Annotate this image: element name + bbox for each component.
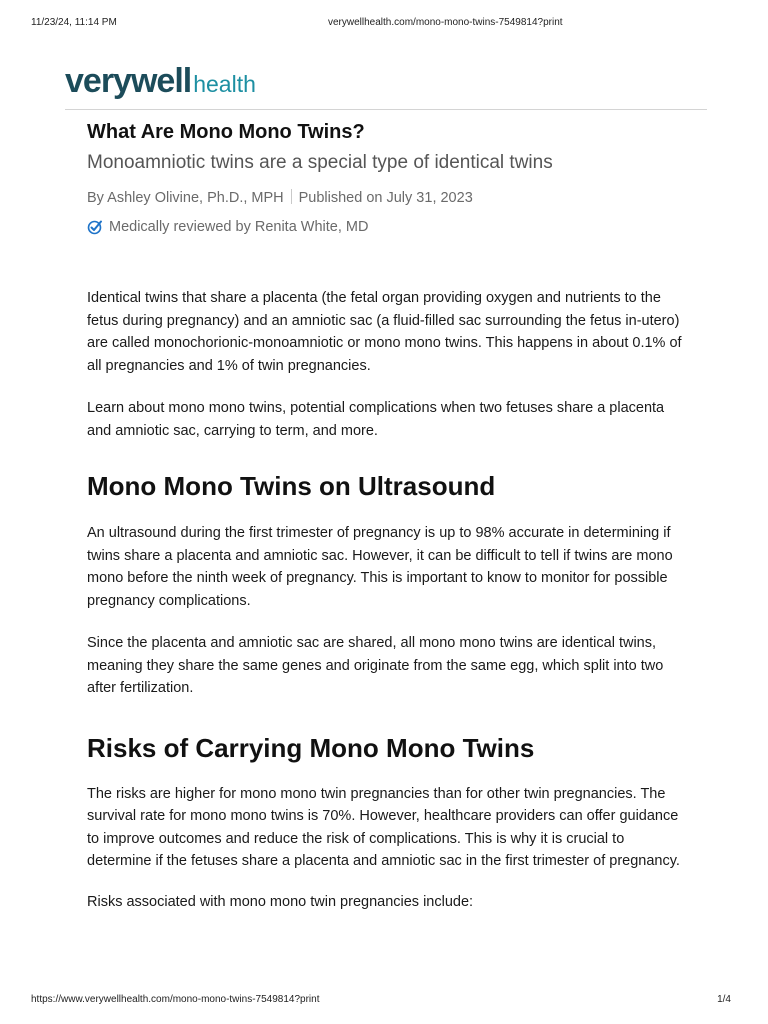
byline <box>87 189 687 207</box>
reviewer-link[interactable]: Medically reviewed by Renita White, MD <box>109 219 369 235</box>
article <box>87 118 687 913</box>
section-heading-risks: Risks of Carrying Mono Mono Twins <box>87 732 535 763</box>
header-divider <box>65 109 707 110</box>
section-heading-ultrasound: Mono Mono Twins on Ultrasound <box>87 471 496 501</box>
publish-date: Published on July 31, 2023 <box>298 190 473 206</box>
page-number: 1/4 <box>717 994 731 1005</box>
logo-sub: health <box>193 71 256 97</box>
article-subtitle: Monoamniotic twins are a special type of identical twins <box>87 152 553 173</box>
ultrasound-paragraph-2: Since the placenta and amniotic sac are shared, all mono mono twins are identical twins, meaning they share the same genes and originate from the same egg, which split into two after fertilization. <box>87 635 664 696</box>
site-logo[interactable] <box>65 62 256 106</box>
print-url: verywellhealth.com/mono-mono-twins-7549814?print <box>328 17 563 28</box>
intro-paragraph-2: Learn about mono mono twins, potential complications when two fetuses share a placenta and amniotic sac, carrying to term, and more. <box>87 400 665 439</box>
check-badge-icon <box>87 219 103 235</box>
author-link[interactable]: By Ashley Olivine, Ph.D., MPH <box>87 190 284 206</box>
print-datetime: 11/23/24, 11:14 PM <box>31 17 117 28</box>
print-footer <box>31 994 737 1008</box>
risks-paragraph-1: The risks are higher for mono mono twin pregnancies than for other twin pregnancies. The survival rate for mono mono twins is 70%. However, healthcare providers can offer guidance to improve outcomes and reduce the risk of complications. This is why it is crucial to determine if the fetuses share a placenta and amniotic sac in the first trimester of pregnancy. <box>87 785 680 869</box>
byline-separator <box>291 189 292 204</box>
logo-brand: verywell <box>65 62 192 100</box>
risks-paragraph-2: Risks associated with mono mono twin pregnancies include: <box>87 893 474 910</box>
print-header <box>31 17 737 31</box>
footer-url: https://www.verywellhealth.com/mono-mono-twins-7549814?print <box>31 994 320 1005</box>
ultrasound-paragraph-1: An ultrasound during the first trimester of pregnancy is up to 98% accurate in determining if twins share a placenta and amniotic sac. However, it can be difficult to tell if twins are mono mono before the ninth week of pregnancy. This is important to know to monitor for possible pregnancy complications. <box>87 525 673 609</box>
medical-review <box>87 218 687 236</box>
article-title: What Are Mono Mono Twins? <box>87 121 365 143</box>
intro-paragraph-1: Identical twins that share a placenta (the fetal organ providing oxygen and nutrients to the fetus during pregnancy) and an amniotic sac (a fluid-filled sac surrounding the fetus in-utero) are called monochorionic-monoamniotic or mono mono twins. This happens in about 0.1% of all pregnancies and 1% of twin pregnancies. <box>87 290 682 374</box>
